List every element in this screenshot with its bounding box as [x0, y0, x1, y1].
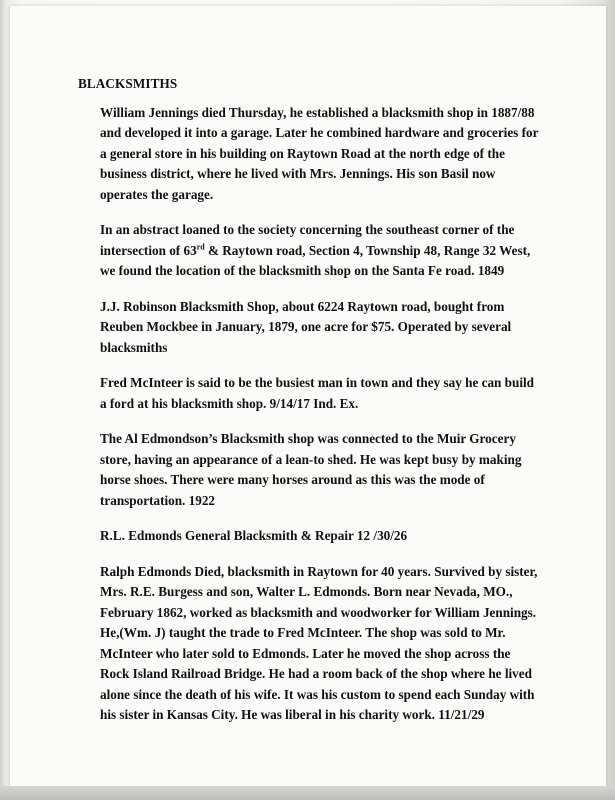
paragraph-abstract-start: In an abstract loaned to the society concerning the southeast corner of the intersection of 63: [100, 222, 515, 258]
paragraph-abstract-end: & Raytown road, Section 4, Township 48, Range 32 West, we found the location of the blacksmith shop on the Santa Fe road. 1849: [100, 242, 531, 278]
paragraph-edmonds-repair: R.L. Edmonds General Blacksmith & Repair 12 /30/26: [100, 528, 408, 543]
paragraph-abstract: [100, 220, 540, 282]
paragraph-robinson-shop: J.J. Robinson Blacksmith Shop, about 6224 Raytown road, bought from Reuben Mockbee in January, 1879, one acre for $75. Operated by several blacksmiths: [100, 298, 512, 355]
paragraph-ralph-edmonds: Ralph Edmonds Died, blacksmith in Raytown for 40 years. Survived by sister, Mrs. R.E. Burgess and son, Walter L. Edmonds. Born near Nevada, MO., February 1862, worked as blacksmith and woodworker for William Jennings. He,(Wm. J) taught the trade to Fred McInteer. The shop was sold to Mr. McInteer who later sold to Edmonds. Later he moved the shop across the Rock Island Railroad Bridge. He had a room back of the shop where he lived alone since the death of his wife. It was his custom to spend each Sunday with his sister in Kansas City. He was liberal in his charity work. 11/21/29: [100, 563, 538, 722]
ordinal-suffix: rd: [196, 242, 205, 252]
paragraph-william-jennings: William Jennings died Thursday, he established a blacksmith shop in 1887/88 and developed it into a garage. Later he combined hardware and groceries for a general store in his building on Raytown Road at the north edge of the business district, where he lived with Mrs. Jennings. His son Basil now operates the garage.: [100, 104, 539, 202]
section-heading: BLACKSMITHS: [78, 76, 178, 91]
scanner-bottom-edge: [0, 786, 615, 800]
paragraph-edmondson-shop: The Al Edmondson’s Blacksmith shop was connected to the Muir Grocery store, having an appearance of a lean-to shed. He was kept busy by making horse shoes. There were many horses around as this was the mode of transportation. 1922: [100, 431, 522, 508]
document-body: [78, 74, 578, 741]
paper-sheet: [10, 6, 606, 794]
paragraph-fred-mcinteer: Fred McInteer is said to be the busiest man in town and they say he can build a ford at his blacksmith shop. 9/14/17 Ind. Ex.: [100, 375, 535, 411]
